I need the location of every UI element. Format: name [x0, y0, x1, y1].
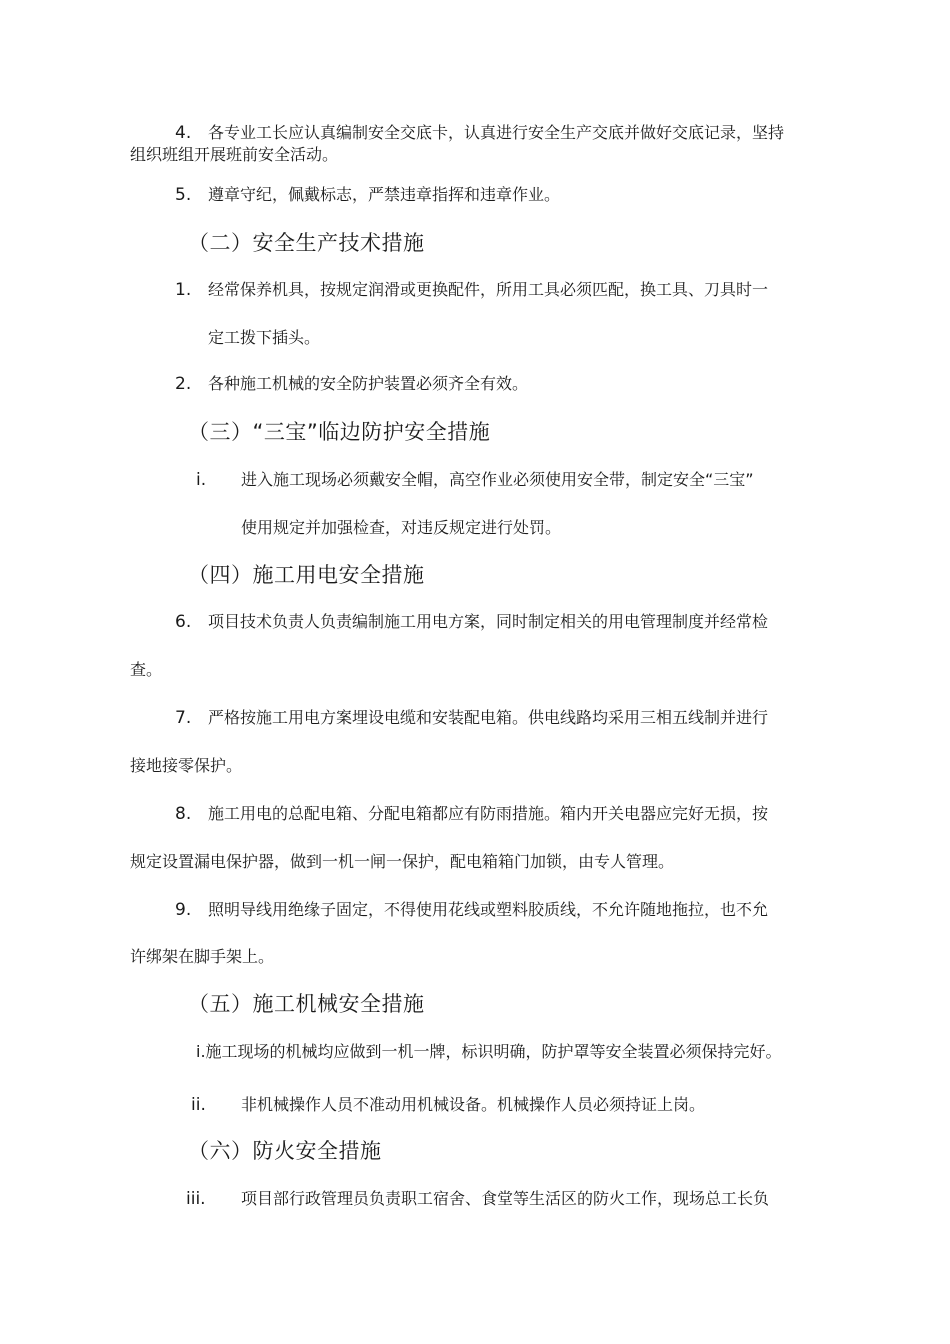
- paragraph-line: 各专业工长应认真编制安全交底卡，认真进行安全生产交底并做好交底记录，坚持: [208, 123, 785, 142]
- section-heading: （三）“三宝”临边防护安全措施: [188, 420, 491, 444]
- paragraph-line: 各种施工机械的安全防护装置必须齐全有效。: [208, 374, 529, 393]
- section-heading: （六）防火安全措施: [188, 1139, 382, 1163]
- paragraph-line: 组织班组开展班前安全活动。: [130, 145, 339, 164]
- item-number: iii.: [186, 1189, 206, 1209]
- paragraph-line: 进入施工现场必须戴安全帽，高空作业必须使用安全带，制定安全“三宝”: [241, 470, 754, 489]
- paragraph-line: 施工用电的总配电箱、分配电箱都应有防雨措施。箱内开关电器应完好无损，按: [208, 804, 769, 823]
- paragraph-line: 项目技术负责人负责编制施工用电方案，同时制定相关的用电管理制度并经常检: [208, 612, 769, 631]
- paragraph-line: 许绑架在脚手架上。: [130, 947, 275, 966]
- paragraph-line: 项目部行政管理员负责职工宿舍、食堂等生活区的防火工作，现场总工长负: [241, 1189, 770, 1208]
- item-number: 8.: [175, 804, 192, 824]
- section-heading: （四）施工用电安全措施: [188, 563, 425, 587]
- paragraph-line: 非机械操作人员不准动用机械设备。机械操作人员必须持证上岗。: [241, 1095, 706, 1114]
- paragraph-line: 查。: [130, 660, 163, 679]
- item-number: 7.: [175, 708, 192, 728]
- item-number: ii.: [191, 1095, 206, 1115]
- item-number: 2.: [175, 374, 192, 394]
- paragraph-line: 遵章守纪，佩戴标志，严禁违章指挥和违章作业。: [208, 185, 561, 204]
- paragraph-line: i.施工现场的机械均应做到一机一牌，标识明确，防护罩等安全装置必须保持完好。: [196, 1042, 782, 1061]
- item-number: i.: [196, 470, 207, 490]
- item-number: 5.: [175, 185, 192, 205]
- paragraph-line: 规定设置漏电保护器，做到一机一闸一保护，配电箱箱门加锁，由专人管理。: [130, 852, 675, 871]
- section-heading: （二）安全生产技术措施: [188, 231, 425, 255]
- section-heading: （五）施工机械安全措施: [188, 992, 425, 1016]
- paragraph-line: 严格按施工用电方案埋设电缆和安装配电箱。供电线路均采用三相五线制并进行: [208, 708, 769, 727]
- item-number: 4.: [175, 123, 192, 143]
- item-number: 6.: [175, 612, 192, 632]
- paragraph-line: 使用规定并加强检查，对违反规定进行处罚。: [241, 518, 562, 537]
- paragraph-line: 照明导线用绝缘子固定，不得使用花线或塑料胶质线，不允许随地拖拉，也不允: [208, 900, 769, 919]
- item-number: 9.: [175, 900, 192, 920]
- paragraph-line: 定工拨下插头。: [208, 328, 321, 347]
- paragraph-line: 接地接零保护。: [130, 756, 243, 775]
- paragraph-line: 经常保养机具，按规定润滑或更换配件，所用工具必须匹配，换工具、刀具时一: [208, 280, 769, 299]
- item-number: 1.: [175, 280, 192, 300]
